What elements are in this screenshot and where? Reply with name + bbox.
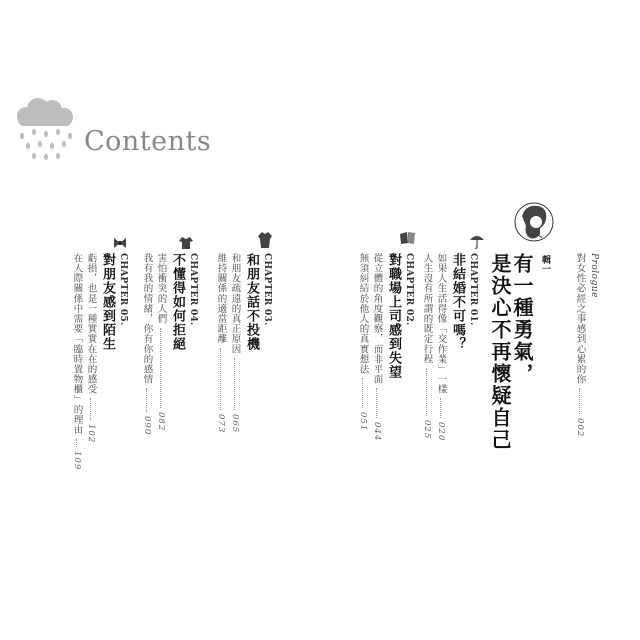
umbrella-icon [468, 232, 486, 250]
entry-text: 害怕衝突的人們 [155, 253, 167, 324]
leader-dots [160, 328, 162, 408]
leader-dots [579, 388, 581, 414]
leader-dots [90, 398, 92, 420]
leader-dots [220, 348, 222, 410]
part-label: 輯一 [540, 255, 550, 273]
leader-dots [440, 398, 442, 418]
part-title-line2: 是決心不再懷疑自己 [488, 253, 512, 451]
toc-entry [372, 253, 382, 442]
girl-illustration-icon [514, 200, 554, 244]
toc-entry [142, 253, 152, 436]
leader-dots [146, 388, 148, 412]
rain-cloud-icon [12, 96, 76, 166]
entry-text: 人生沒有所謂的既定行程 [421, 253, 433, 365]
entry-text: 我有我的情緒，你有你的感情 [141, 253, 153, 385]
toc-entry [436, 253, 446, 442]
entry-page: 109 [72, 450, 82, 471]
chapter-02-title: 對職場上司感到失望 [386, 253, 401, 379]
entry-text: 無須糾結於他人的真實想法 [357, 253, 369, 375]
chapter-03-label: CHAPTER 03. [262, 253, 272, 326]
toc-entry [358, 253, 368, 431]
entry-text: 虧損，也是一種實實在在的感受 [85, 253, 97, 395]
prologue-entry [575, 253, 585, 438]
entry-page: 051 [358, 412, 368, 432]
book-icon [398, 230, 418, 246]
toc-entry [216, 253, 226, 433]
leader-dots [76, 439, 78, 447]
entry-page: 102 [86, 424, 96, 444]
chapter-05-label: CHAPTER 05. [118, 253, 128, 326]
entry-page: 082 [156, 411, 166, 431]
bow-icon [112, 236, 128, 250]
chapter-02-label: CHAPTER 02. [404, 253, 414, 326]
entry-page: 065 [230, 414, 240, 434]
chapter-05-title: 對朋友感到陌生 [100, 253, 115, 351]
chapter-01-label: CHAPTER 01. [468, 253, 478, 326]
entry-page: 044 [372, 422, 382, 442]
toc-entry [86, 253, 96, 444]
prologue-text: 對女性必經之事感到心累的你 [574, 253, 586, 385]
toc-entry [156, 253, 166, 431]
leader-dots [234, 358, 236, 410]
prologue-page: 002 [575, 418, 585, 438]
chapter-01-title: 非結婚不可嗎？ [450, 253, 465, 351]
chapter-04-title: 不懂得如何拒絕 [170, 253, 185, 351]
entry-page: 020 [436, 422, 446, 442]
entry-page: 025 [422, 420, 432, 440]
toc-entry [422, 253, 432, 439]
entry-text: 維持關係的適當距離 [215, 253, 227, 344]
entry-text: 在人際關係中需要「臨時置物櫃」的理由 [71, 253, 83, 435]
entry-text: 如果人生活得像「交作業」一樣 [435, 253, 447, 395]
entry-text: 和朋友疏遠的真正原因 [229, 253, 241, 354]
leader-dots [376, 388, 378, 418]
coat-icon [256, 230, 274, 250]
entry-text: 從立體的角度觀察，而非平面 [371, 253, 383, 385]
leader-dots [426, 368, 428, 416]
toc-entry [72, 253, 82, 470]
chapter-03-title: 和朋友話不投機 [244, 253, 259, 351]
toc-entry [230, 253, 240, 433]
part-title-line1: 有一種勇氣， [510, 253, 534, 385]
prologue-label: Prologue [589, 253, 599, 298]
leader-dots [362, 378, 364, 408]
shirt-icon [178, 236, 194, 250]
entry-page: 073 [216, 413, 226, 434]
chapter-04-label: CHAPTER 04. [188, 253, 198, 326]
page-title: Contents [84, 126, 212, 157]
entry-page: 090 [142, 416, 152, 436]
